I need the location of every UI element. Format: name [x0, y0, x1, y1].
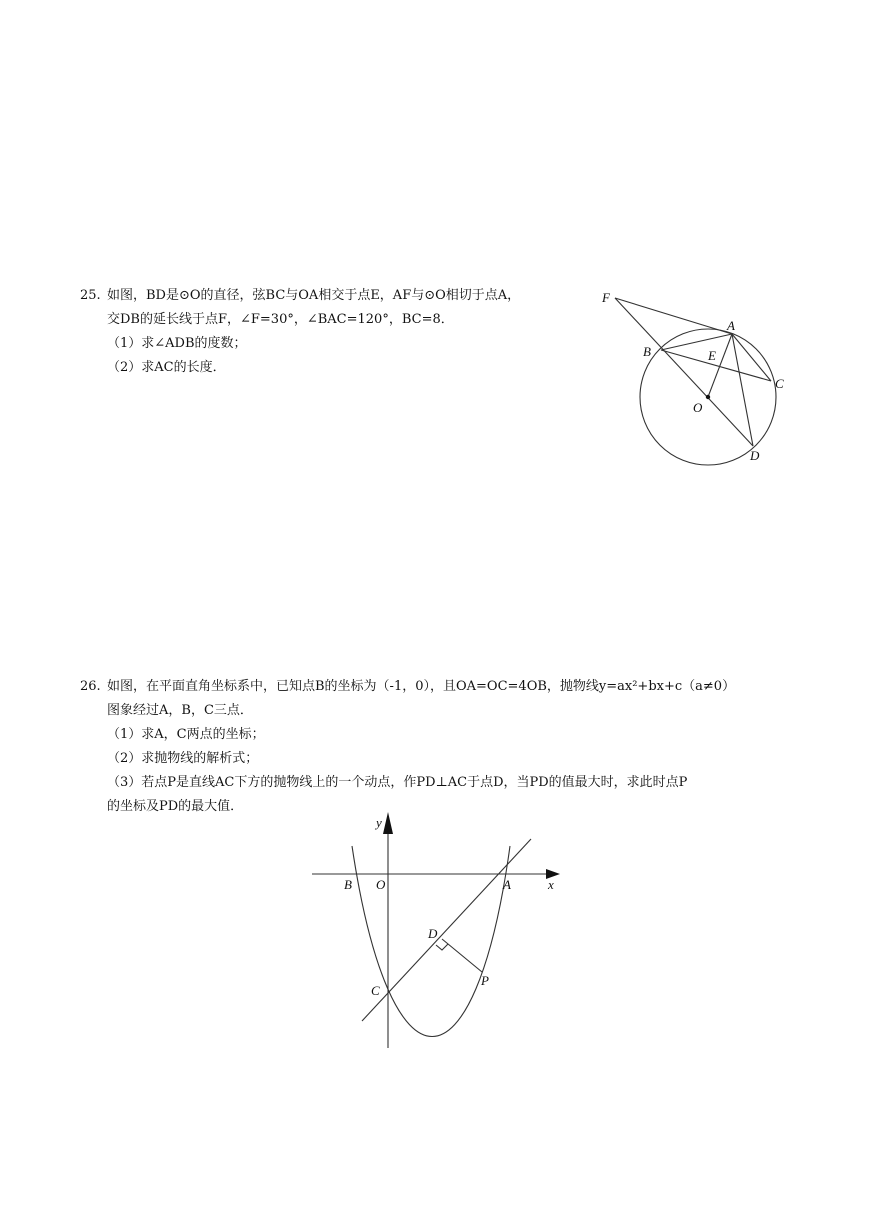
label-p: P [481, 973, 489, 988]
problem-25-question-2: （2）求AC的长度． [107, 360, 226, 375]
y-axis-arrow-icon [383, 812, 393, 834]
label-e: E [708, 348, 716, 363]
problem-25-line1: 25. 如图，BD是⊙O的直径，弦BC与OA相交于点E，AF与⊙O相切于点A， [80, 284, 600, 308]
label-d: D [750, 448, 760, 463]
label-x: x [548, 877, 554, 892]
label-a: A [727, 318, 735, 333]
right-angle-mark [436, 944, 448, 950]
label-a: A [503, 877, 511, 892]
problem-26-line2: 图象经过A，B，C三点． [107, 703, 253, 718]
label-o: O [693, 400, 703, 415]
problem-number: 26. [80, 679, 101, 694]
label-y: y [376, 815, 382, 830]
problem-26-line1: 26. 如图，在平面直角坐标系中，已知点B的坐标为（-1，0），且OA=OC=4OB，抛物线y=ax²+bx+c（a≠0） [80, 675, 800, 699]
problem-number: 25. [80, 288, 101, 303]
problem-26-question-3-line2: 的坐标及PD的最大值． [107, 799, 244, 814]
label-f: F [602, 290, 610, 305]
problem-26-question-3-line1: （3）若点P是直线AC下方的抛物线上的一个动点，作PD⊥AC于点D，当PD的值最大时，求此时点P [107, 775, 688, 790]
problem-26-question-2: （2）求抛物线的解析式； [107, 751, 259, 766]
label-o: O [376, 877, 386, 892]
label-b: B [344, 877, 352, 892]
parabola-curve [352, 846, 510, 1037]
segment-pd [442, 939, 482, 972]
label-d: D [428, 926, 438, 941]
problem-25-line2: 交DB的延长线于点F，∠F=30°，∠BAC=120°，BC=8． [107, 312, 454, 327]
problem-25-question-1: （1）求∠ADB的度数； [107, 336, 247, 351]
label-b: B [643, 344, 651, 359]
line-ac [362, 839, 531, 1021]
label-c: C [775, 376, 784, 391]
problem-26-question-1: （1）求A，C两点的坐标； [107, 727, 265, 742]
label-c: C [371, 983, 380, 998]
